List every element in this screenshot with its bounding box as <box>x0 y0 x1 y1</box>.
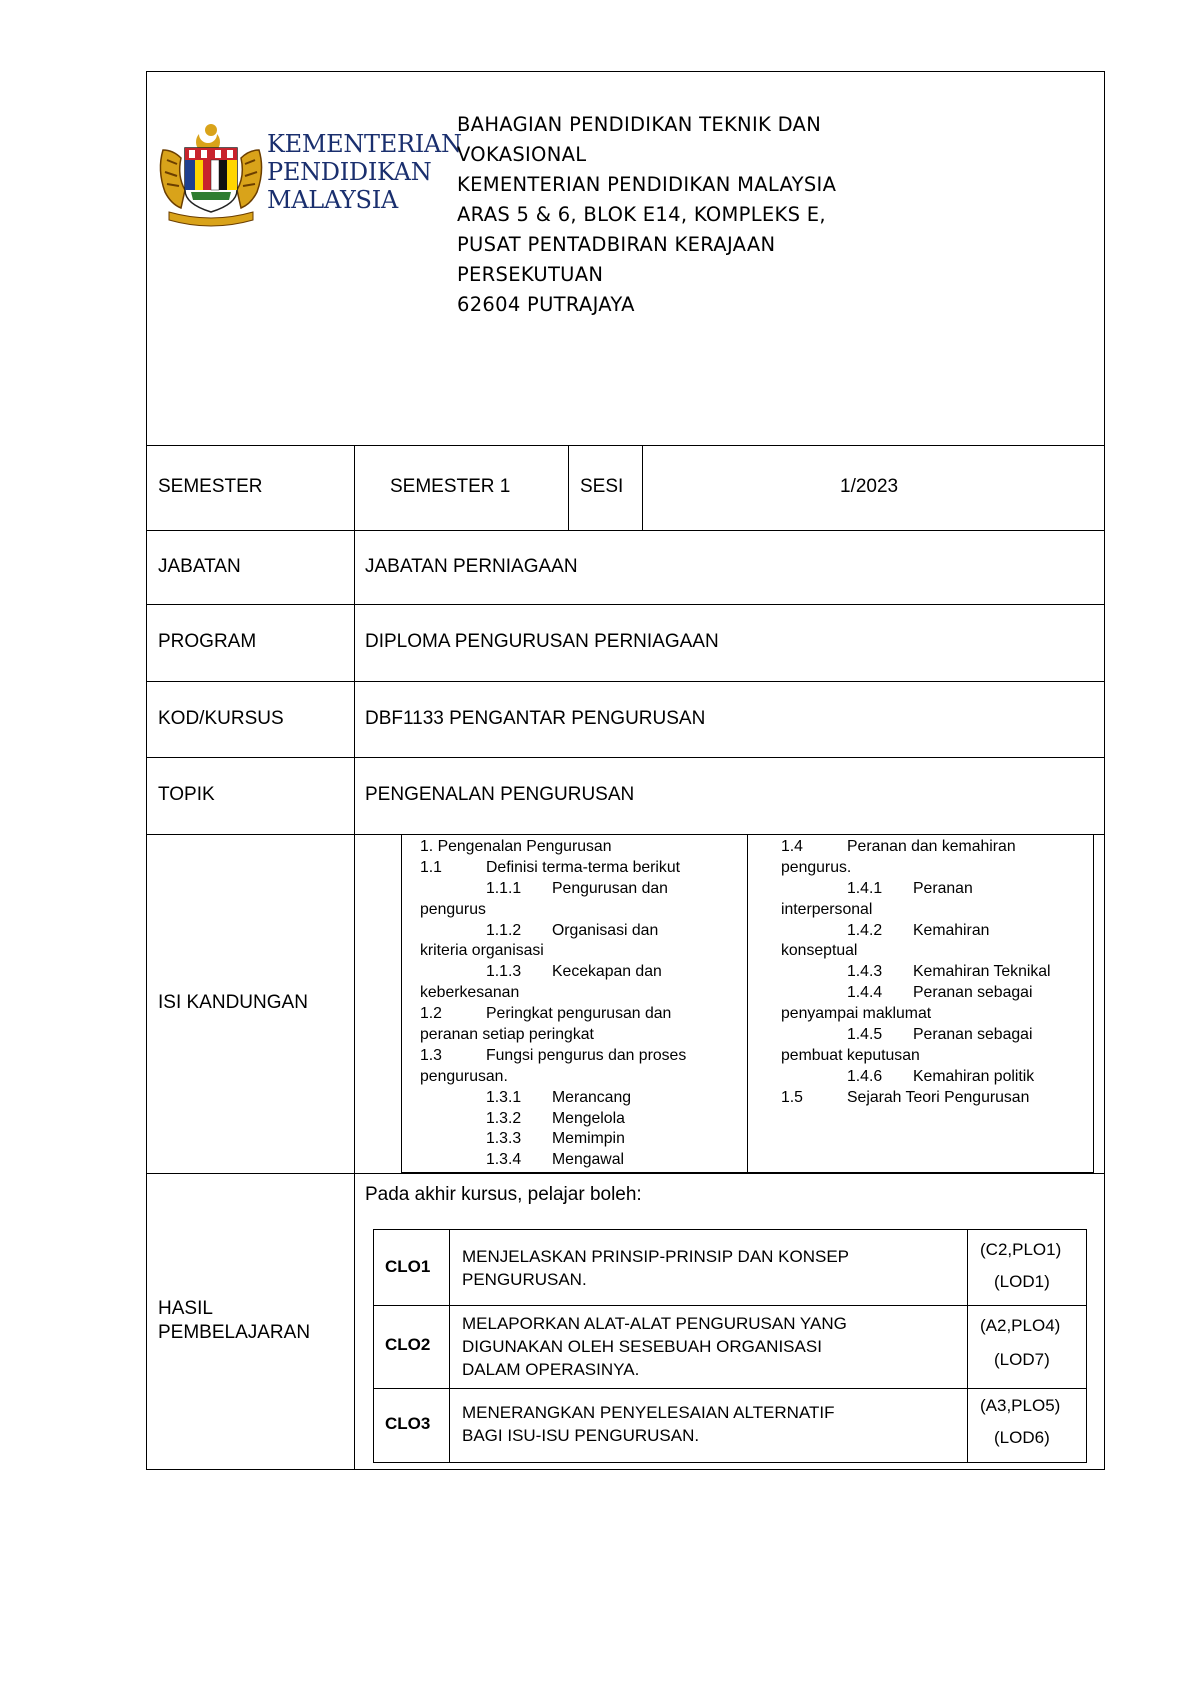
program-label: PROGRAM <box>158 631 257 652</box>
clo1-desc-line: MENJELASKAN PRINSIP-PRINSIP DAN KONSEP <box>462 1247 850 1266</box>
content-text: Merancang <box>552 1088 632 1106</box>
content-number: 1.1 <box>420 858 442 876</box>
content-number: 1.4.4 <box>847 984 883 1002</box>
clo3-mapping-lod: (LOD6) <box>994 1428 1050 1447</box>
content-text: Memimpin <box>552 1130 625 1148</box>
content-line <box>781 1025 1091 1046</box>
content-number: 1.4.2 <box>847 921 883 939</box>
content-text: Kemahiran <box>913 921 990 939</box>
content-line <box>420 837 740 858</box>
content-number: 1. Pengenalan Pengurusan <box>420 838 612 855</box>
content-line <box>420 900 740 921</box>
content-line <box>781 1088 1091 1109</box>
content-line <box>420 1004 740 1025</box>
address-line: 62604 PUTRAJAYA <box>457 293 635 316</box>
content-text: Pengurusan dan <box>552 879 668 897</box>
content-number: 1.3 <box>420 1046 442 1064</box>
content-text: Peranan sebagai <box>913 1026 1033 1044</box>
content-text: Peranan <box>913 879 973 897</box>
content-number: 1.3.3 <box>486 1130 522 1148</box>
content-line <box>420 1129 740 1150</box>
topik-label: TOPIK <box>158 784 215 805</box>
content-text: Kemahiran politik <box>913 1067 1035 1085</box>
content-number: peranan setiap peringkat <box>420 1026 594 1044</box>
content-line <box>420 1025 740 1046</box>
clo1-description <box>462 1245 849 1291</box>
logo-text-line1: KEMENTERIAN <box>267 130 462 158</box>
content-line <box>420 1109 740 1130</box>
content-number: pembuat keputusan <box>781 1046 920 1064</box>
address-line: KEMENTERIAN PENDIDIKAN MALAYSIA <box>457 173 837 196</box>
content-text: Peranan dan kemahiran <box>847 838 1016 855</box>
clo2-mapping-lod: (LOD7) <box>994 1350 1050 1369</box>
content-number: keberkesanan <box>420 984 520 1002</box>
content-line <box>781 921 1091 942</box>
ministry-logo <box>155 120 462 230</box>
content-line <box>420 941 740 962</box>
content-number: pengurusan. <box>420 1067 508 1085</box>
clo2-code: CLO2 <box>385 1335 431 1354</box>
content-text: Sejarah Teori Pengurusan <box>847 1088 1030 1106</box>
address-line: VOKASIONAL <box>457 143 587 166</box>
isi-kandungan-right-column <box>781 837 1091 1109</box>
clo3-desc-line: MENERANGKAN PENYELESAIAN ALTERNATIF <box>462 1403 835 1422</box>
content-text: Mengawal <box>552 1151 625 1169</box>
clo1-desc-line: PENGURUSAN. <box>462 1270 587 1289</box>
content-line <box>781 879 1091 900</box>
semester-label: SEMESTER <box>158 476 263 497</box>
content-text: Organisasi dan <box>552 921 659 939</box>
content-line <box>420 879 740 900</box>
content-number: interpersonal <box>781 900 873 918</box>
content-line <box>420 858 740 879</box>
content-number: pengurus. <box>781 858 852 876</box>
semester-value: SEMESTER 1 <box>390 476 511 497</box>
isi-kandungan-left-column <box>420 837 740 1171</box>
content-line <box>781 962 1091 983</box>
sesi-value: 1/2023 <box>840 476 899 497</box>
topik-value: PENGENALAN PENGURUSAN <box>365 784 635 805</box>
content-text: Fungsi pengurus dan proses <box>486 1046 687 1064</box>
content-number: 1.5 <box>781 1088 803 1106</box>
clo3-code: CLO3 <box>385 1414 431 1433</box>
jabatan-label: JABATAN <box>158 556 241 577</box>
content-number: 1.4.5 <box>847 1026 883 1044</box>
program-value: DIPLOMA PENGURUSAN PERNIAGAAN <box>365 631 719 652</box>
content-text: Peringkat pengurusan dan <box>486 1005 672 1023</box>
address-line: PERSEKUTUAN <box>457 263 604 286</box>
content-line <box>420 983 740 1004</box>
content-line <box>420 1046 740 1067</box>
content-line <box>781 1046 1091 1067</box>
content-line <box>781 837 1091 858</box>
hasil-label-line1: HASIL <box>158 1298 213 1319</box>
content-text: Mengelola <box>552 1109 625 1127</box>
sesi-label: SESI <box>580 476 624 497</box>
content-number: penyampai maklumat <box>781 1005 932 1023</box>
clo1-code: CLO1 <box>385 1257 431 1276</box>
content-line <box>420 1088 740 1109</box>
content-line <box>781 983 1091 1004</box>
content-number: 1.3.1 <box>486 1088 522 1106</box>
content-number: 1.1.2 <box>486 921 522 939</box>
clo2-desc-line: DIGUNAKAN OLEH SESEBUAH ORGANISASI <box>462 1337 822 1356</box>
content-number: 1.3.2 <box>486 1109 522 1127</box>
clo2-desc-line: MELAPORKAN ALAT-ALAT PENGURUSAN YANG <box>462 1314 847 1333</box>
content-number: konseptual <box>781 942 858 960</box>
isi-kandungan-label: ISI KANDUNGAN <box>158 992 308 1013</box>
hasil-label-line2: PEMBELAJARAN <box>158 1322 311 1343</box>
content-number: kriteria organisasi <box>420 942 544 960</box>
content-line <box>420 921 740 942</box>
address-line: ARAS 5 & 6, BLOK E14, KOMPLEKS E, <box>457 203 826 226</box>
content-line <box>420 1067 740 1088</box>
content-line <box>781 941 1091 962</box>
content-text: Peranan sebagai <box>913 984 1033 1002</box>
content-number: 1.3.4 <box>486 1151 522 1169</box>
content-number: pengurus <box>420 900 486 918</box>
content-text: Definisi terma-terma berikut <box>486 858 681 876</box>
clo3-desc-line: BAGI ISU-ISU PENGURUSAN. <box>462 1426 700 1445</box>
content-number: 1.4 <box>781 838 803 855</box>
content-line <box>781 1004 1091 1025</box>
kod-kursus-value: DBF1133 PENGANTAR PENGURUSAN <box>365 708 706 729</box>
address-line: PUSAT PENTADBIRAN KERAJAAN <box>457 233 776 256</box>
hasil-intro: Pada akhir kursus, pelajar boleh: <box>365 1184 642 1205</box>
clo1-mapping-lod: (LOD1) <box>994 1272 1050 1291</box>
crest-icon <box>155 120 267 230</box>
content-line <box>781 1067 1091 1088</box>
clo3-mapping-plo: (A3,PLO5) <box>980 1396 1061 1415</box>
content-line <box>420 962 740 983</box>
content-number: 1.4.3 <box>847 963 883 981</box>
clo2-description <box>462 1312 847 1381</box>
header-address <box>457 110 836 320</box>
content-number: 1.1.3 <box>486 963 522 981</box>
clo2-desc-line: DALAM OPERASINYA. <box>462 1360 640 1379</box>
logo-text-line3: MALAYSIA <box>267 186 398 214</box>
clo2-mapping-plo: (A2,PLO4) <box>980 1316 1061 1335</box>
jabatan-value: JABATAN PERNIAGAAN <box>365 556 578 577</box>
logo-text-line2: PENDIDIKAN <box>267 158 432 186</box>
clo3-description <box>462 1401 835 1447</box>
content-line <box>781 900 1091 921</box>
kod-kursus-label: KOD/KURSUS <box>158 708 284 729</box>
content-text: Kecekapan dan <box>552 963 662 981</box>
content-text: Kemahiran Teknikal <box>913 963 1051 981</box>
clo1-mapping-plo: (C2,PLO1) <box>980 1240 1062 1259</box>
address-line: BAHAGIAN PENDIDIKAN TEKNIK DAN <box>457 113 822 136</box>
content-number: 1.2 <box>420 1005 442 1023</box>
content-line <box>781 858 1091 879</box>
content-number: 1.4.6 <box>847 1067 883 1085</box>
content-line <box>420 1150 740 1171</box>
content-number: 1.1.1 <box>486 879 522 897</box>
content-number: 1.4.1 <box>847 879 883 897</box>
